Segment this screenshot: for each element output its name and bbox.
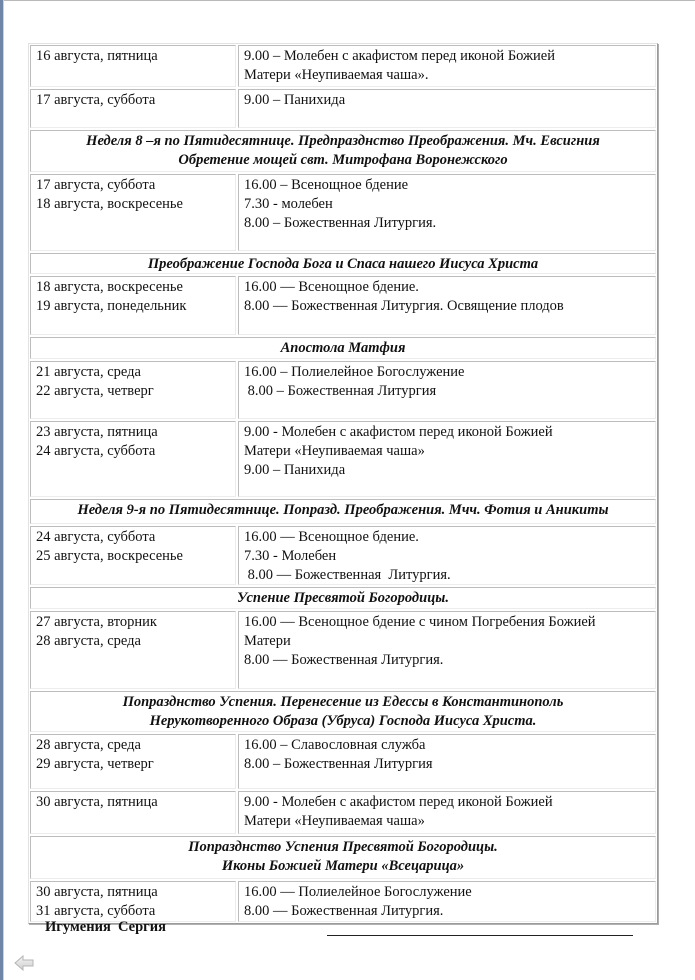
service-cell — [238, 881, 656, 922]
feast-title-line: Успение Пресвятой Богородицы. — [237, 590, 449, 606]
service-cell — [238, 361, 656, 419]
date-cell — [30, 734, 236, 789]
service-cell — [238, 89, 656, 128]
feast-title — [30, 499, 656, 524]
viewer-left-edge — [0, 0, 3, 980]
schedule-row — [30, 276, 656, 335]
service-line: 9.00 – Панихида — [244, 462, 346, 478]
service-line: 16.00 – Славословная служба — [244, 737, 426, 753]
service-line: 8.00 – Божественная Литургия — [244, 383, 437, 399]
feast-header-row — [30, 130, 656, 172]
schedule-row — [30, 611, 656, 689]
service-line: 8.00 — Божественная Литургия. — [244, 652, 444, 668]
feast-header-row — [30, 337, 656, 359]
date-line: 28 августа, среда — [36, 737, 141, 753]
page-top-rule — [0, 0, 695, 1]
service-line: 9.00 – Молебен с акафистом перед иконой Божией — [244, 48, 556, 64]
service-cell — [238, 734, 656, 789]
date-cell — [30, 45, 236, 87]
date-cell — [30, 791, 236, 834]
date-line: 29 августа, четверг — [36, 756, 154, 772]
feast-title-line: Иконы Божией Матери «Всецарица» — [221, 858, 465, 874]
schedule-table — [28, 43, 658, 924]
service-line: Матери «Неупиваемая чаша» — [244, 813, 425, 829]
service-cell — [238, 45, 656, 87]
feast-title-line: Неделя 8 –я по Пятидесятнице. Предпразднство Преображения. Мч. Евсигния — [86, 133, 600, 149]
date-line: 18 августа, воскресенье — [36, 196, 183, 212]
feast-title — [30, 130, 656, 172]
service-cell — [238, 174, 656, 251]
service-line: 8.00 — Божественная Литургия. — [244, 567, 451, 583]
service-line: Матери — [244, 633, 291, 649]
service-line: 16.00 — Полиелейное Богослужение — [244, 884, 472, 900]
date-cell — [30, 611, 236, 689]
date-line: 25 августа, воскресенье — [36, 548, 183, 564]
date-cell — [30, 526, 236, 585]
service-line: 8.00 – Божественная Литургия — [244, 756, 433, 772]
date-cell — [30, 881, 236, 922]
service-line: 7.30 - молебен — [244, 196, 333, 212]
date-line: 30 августа, пятница — [36, 794, 158, 810]
feast-header-row — [30, 499, 656, 524]
feast-title-line: Неделя 9-я по Пятидесятнице. Попразд. Преображения. Мчч. Фотия и Аникиты — [77, 502, 609, 518]
feast-title — [30, 836, 656, 879]
feast-header-row — [30, 587, 656, 609]
date-line: 31 августа, суббота — [36, 903, 156, 919]
date-cell — [30, 421, 236, 497]
service-line: 9.00 – Панихида — [244, 92, 346, 108]
feast-title-line: Нерукотворенного Образа (Убруса) Господа Иисуса Христа. — [149, 713, 537, 729]
schedule-row — [30, 734, 656, 789]
date-line: 22 августа, четверг — [36, 383, 154, 399]
service-line: Матери «Неупиваемая чаша». — [244, 67, 429, 83]
feast-title — [30, 691, 656, 732]
date-line: 24 августа, суббота — [36, 443, 156, 459]
schedule-row — [30, 526, 656, 585]
service-line: 16.00 – Всенощное бдение — [244, 177, 409, 193]
service-line: 16.00 — Всенощное бдение с чином Погребения Божией — [244, 614, 596, 630]
service-line: 9.00 - Молебен с акафистом перед иконой Божией — [244, 794, 553, 810]
service-cell — [238, 611, 656, 689]
service-line: 7.30 - Молебен — [244, 548, 337, 564]
schedule-row — [30, 89, 656, 128]
service-cell — [238, 526, 656, 585]
schedule-row — [30, 174, 656, 251]
service-line: 16.00 — Всенощное бдение. — [244, 529, 419, 545]
service-line: Матери «Неупиваемая чаша» — [244, 443, 425, 459]
date-cell — [30, 174, 236, 251]
date-line: 17 августа, суббота — [36, 92, 156, 108]
schedule-row — [30, 791, 656, 834]
feast-header-row — [30, 253, 656, 274]
schedule-row — [30, 421, 656, 497]
signature-line — [327, 935, 633, 936]
date-cell — [30, 361, 236, 419]
feast-title-line: Преображение Господа Бога и Спаса нашего Иисуса Христа — [147, 256, 539, 272]
feast-header-row — [30, 691, 656, 732]
schedule-row — [30, 361, 656, 419]
date-line: 19 августа, понедельник — [36, 298, 187, 314]
service-cell — [238, 791, 656, 834]
feast-header-row — [30, 836, 656, 879]
service-line: 16.00 — Всенощное бдение. — [244, 279, 419, 295]
date-line: 17 августа, суббота — [36, 177, 156, 193]
date-cell — [30, 276, 236, 335]
date-line: 23 августа, пятница — [36, 424, 158, 440]
date-line: 21 августа, среда — [36, 364, 141, 380]
feast-title-line: Апостола Матфия — [280, 340, 406, 356]
service-line: 8.00 — Божественная Литургия. Освящение плодов — [244, 298, 564, 314]
date-line: 18 августа, воскресенье — [36, 279, 183, 295]
service-line: 16.00 – Полиелейное Богослужение — [244, 364, 465, 380]
service-line: 9.00 - Молебен с акафистом перед иконой Божией — [244, 424, 553, 440]
feast-title-line: Попразднство Успения. Перенесение из Едессы в Константинополь — [122, 694, 564, 710]
schedule-row — [30, 45, 656, 87]
date-line: 30 августа, пятница — [36, 884, 158, 900]
date-line: 16 августа, пятница — [36, 48, 158, 64]
date-line: 28 августа, среда — [36, 633, 141, 649]
schedule-row — [30, 881, 656, 922]
feast-title — [30, 587, 656, 609]
service-line: 8.00 — Божественная Литургия. — [244, 903, 444, 919]
feast-title — [30, 253, 656, 274]
date-line: 24 августа, суббота — [36, 529, 156, 545]
date-cell — [30, 89, 236, 128]
feast-title-line: Попразднство Успения Пресвятой Богородицы. — [188, 839, 498, 855]
signature-name: Игумения Сергия — [45, 919, 166, 935]
service-line: 8.00 – Божественная Литургия. — [244, 215, 437, 231]
feast-title-line: Обретение мощей свт. Митрофана Воронежского — [178, 152, 508, 168]
service-cell — [238, 421, 656, 497]
feast-title — [30, 337, 656, 359]
back-arrow-icon[interactable] — [14, 955, 34, 971]
service-cell — [238, 276, 656, 335]
date-line: 27 августа, вторник — [36, 614, 157, 630]
